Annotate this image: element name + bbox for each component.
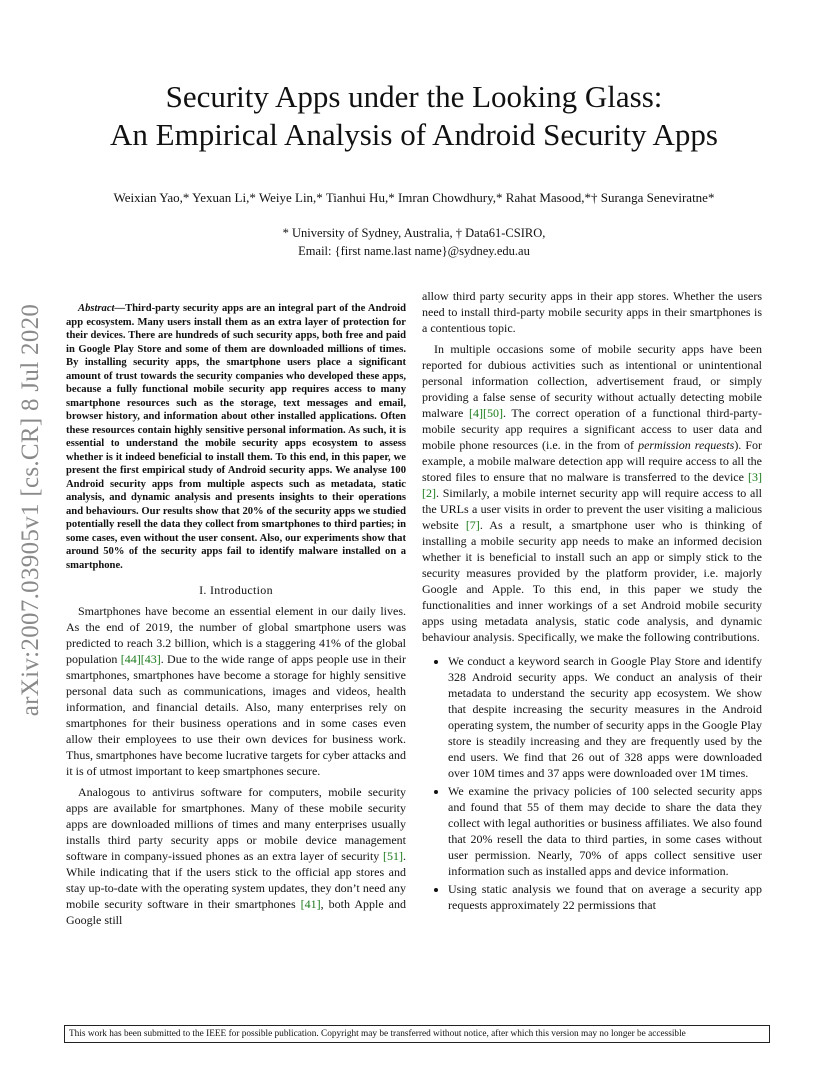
abstract-label: Abstract [78,303,115,314]
citation-link[interactable]: [7] [465,518,480,532]
title-line-1: Security Apps under the Looking Glass: [165,79,663,114]
intro-paragraph-4: In multiple occasions some of mobile security apps have been reported for dubious activities such as intentional or unintentional personal information collection, advertisement fraud, or simply providing a false sense of security without actually detecting mobile malware [4][50]. The correct operation of a functional third-party-mobile security app requires a significant access to user data and mobile phone resources (i.e. in the from of permission requests). For example, a mobile malware detection app will require access to all the stored files to ensure that no malware is transferred to the device [3][2]. Similarly, a mobile internet security app will require access to all the URLs a user visits in order to prevent the user visiting a malicious website [7]. As a result, a smartphone user who is thinking of installing a mobile security app needs to make an informed decision whether it is beneficial to install such an app or simply stick to the security measures provided by the platform provider, i.e. majorly Google and Apple. To this end, in this paper we study the functionalities and inner workings of a set Android mobile security apps using metadata analysis, static code analysis, and dynamic behaviour analysis. Specifically, we make the following contributions. [422,342,762,644]
affiliation-line: * University of Sydney, Australia, † Data61-CSIRO, [282,226,546,240]
citation-link[interactable]: [3][2] [422,470,762,500]
intro-paragraph-3: allow third party security apps in their app stores. Whether the users need to install third-party mobile security apps in their smartphones is a contentious topic. [422,289,762,335]
citation-link[interactable]: [41] [300,897,321,911]
paper-title [60,78,768,154]
abstract [66,302,406,572]
citation-link[interactable]: [44][43] [120,652,161,666]
arxiv-identifier: arXiv:2007.03905v1 [cs.CR] 8 Jul 2020 [17,303,44,717]
author-list: Weixian Yao,* Yexuan Li,* Weiye Lin,* Tianhui Hu,* Imran Chowdhury,* Rahat Masood,*† Suranga Seneviratne* [113,190,715,205]
contribution-item: • We conduct a keyword search in Google Play Store and identify 328 Android security apps. We conduct an analysis of their metadata to understand the security app ecosystem. We show that despite increasing the security measures in the Android operating system, the number of security apps in the Google Play store is steadily increasing and they are frequently used by the end users. We find that 26 out of 328 apps were downloaded over 10M times and 37 apps were downloaded over 1M times. [448,653,762,781]
abstract-text: —Third-party security apps are an integral part of the Android app ecosystem. Many users install them as an extra layer of protection for their devices. There are hundreds of such security apps, both free and paid in Google Play Store and some of them are downloaded millions of times. By installing security apps, the smartphone users place a significant amount of trust towards the security companies who developed these apps, because a fully functional mobile security app requires access to many smartphone resources such as the storage, text messages and email, browser history, and information about other installed applications. Often these resources contain highly sensitive personal information. As such, it is essential to understand the mobile security apps ecosystem to assess whether is it indeed beneficial to install them. To this end, in this paper, we present the first empirical study of Android security apps. We analyse 100 Android security apps from multiple aspects such as metadata, static analysis, and dynamic analysis and presents insights to their operations and behaviours. Our results show that 20% of the security apps we studied potentially resell the data they collect from smartphones to third parties; in some cases, even without the user consent. Also, our experiments show that around 50% of the security apps fail to identify malware installed on a smartphone. [66,303,406,571]
contributions-list [422,653,762,913]
left-column [66,288,406,933]
intro-paragraph-1: Smartphones have become an essential element in our daily lives. As the end of 2019, the number of global smartphone users was predicted to reach 3.2 billion, which is a staggering 41% of the global population [44][43]. Due to the wide range of apps people use in their smartphones, smartphones have become a storage for highly sensitive personal data such as communications, images and videos, health information, and financial details. Also, many enterprises rely on smartphones for their business operations and in some cases even allow their employees to use their own devices for business work. Thus, smartphones have become lucrative targets for cyber attacks and it is of utmost important to keep smartphones secure. [66,604,407,778]
contribution-item: • We examine the privacy policies of 100 selected security apps and found that 55 of them may decide to share the data they collect with legal authorities or business affiliates. We also found that 20% resell the data to third parties, in some cases without user permission. Nearly, 70% of apps collect sensitive user information such as installed apps and device information. [448,783,762,879]
title-line-2: An Empirical Analysis of Android Security Apps [110,117,718,152]
citation-link[interactable]: [4][50] [468,406,503,420]
contribution-item: • Using static analysis we found that on average a security app requests approximately 22 permissions that [448,881,762,913]
right-column [422,288,762,915]
section-heading-introduction: I. Introduction [199,583,273,597]
affiliation-block [60,224,768,260]
email-line: Email: {first name.last name}@sydney.edu.au [298,244,530,258]
copyright-notice: This work has been submitted to the IEEE for possible publication. Copyright may be transferred without notice, after which this version may no longer be accessible [64,1025,770,1043]
citation-link[interactable]: [51] [383,849,403,863]
intro-paragraph-2: Analogous to antivirus software for computers, mobile security apps are available for smartphones. Many of these mobile security apps are downloaded millions of times and many enterprises usually installs third party security apps or mobile device management software in company-issued phones as an extra layer of security [51]. While indicating that if the users stick to the official app stores and stay up-to-date with the operating system updates, they don’t need any mobile security software in their smartphones [41], both Apple and Google still [66,785,407,927]
arxiv-sidebar-stamp [14,300,48,720]
